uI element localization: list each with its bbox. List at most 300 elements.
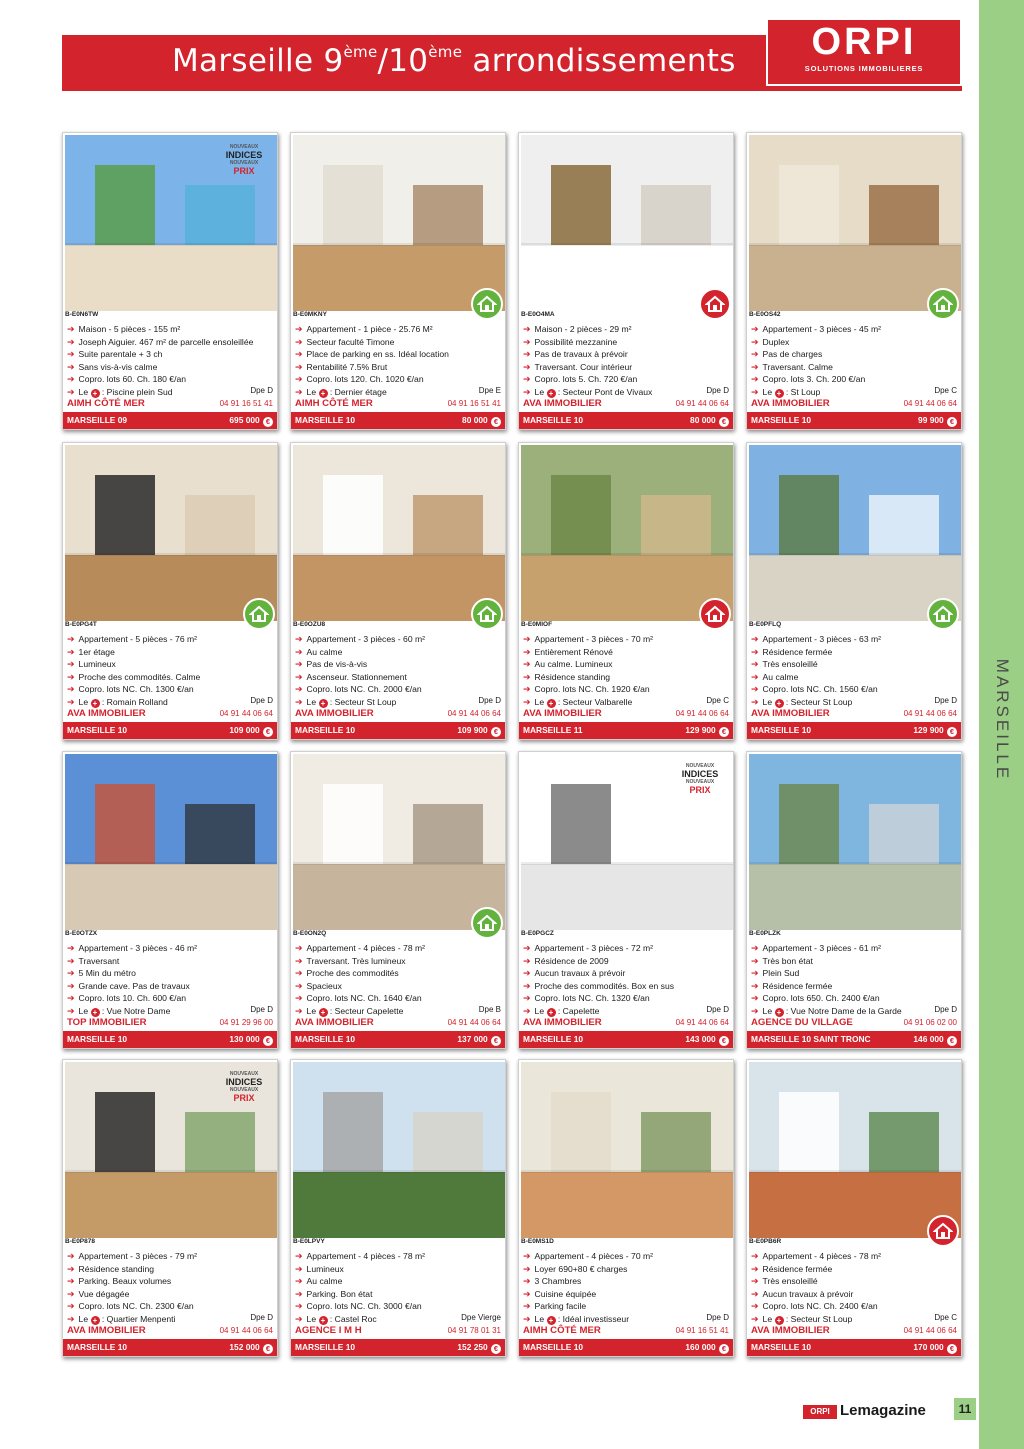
listing-card[interactable] <box>62 132 278 430</box>
euro-icon: € <box>719 417 729 427</box>
feature-list <box>295 942 503 1018</box>
arrow-icon: ➔ <box>523 1301 531 1312</box>
feature-item: ➔ Copro. lots NC. Ch. 2400 €/an <box>751 1301 878 1312</box>
feature-item: ➔ Lumineux <box>295 1263 344 1274</box>
city-label: MARSEILLE 09 <box>67 415 128 425</box>
listing-card[interactable] <box>746 1059 962 1357</box>
dpe-label: Dpe C <box>934 1313 957 1322</box>
city-label: MARSEILLE 10 <box>295 1342 356 1352</box>
feature-list <box>751 942 959 1018</box>
dpe-label: Dpe D <box>250 1005 273 1014</box>
plus-icon: + <box>319 1316 328 1325</box>
arrow-icon: ➔ <box>295 634 303 644</box>
arrow-icon: ➔ <box>751 1251 759 1261</box>
listing-card[interactable] <box>746 442 962 740</box>
feature-item: ➔ Copro. lots 10. Ch. 600 €/an <box>67 993 187 1004</box>
agency-name[interactable]: AVA IMMOBILIER <box>295 1017 374 1028</box>
feature-item: ➔ Résidence fermée <box>751 980 833 991</box>
agency-name[interactable]: AVA IMMOBILIER <box>523 1017 602 1028</box>
arrow-icon: ➔ <box>751 374 759 385</box>
feature-item: ➔ Place de parking en ss. Idéal location <box>295 349 449 360</box>
dpe-label: Dpe B <box>478 1005 501 1014</box>
arrow-icon: ➔ <box>67 1276 75 1287</box>
listing-card[interactable] <box>518 751 734 1049</box>
feature-list <box>523 1250 731 1326</box>
dpe-label: Dpe D <box>934 696 957 705</box>
arrow-icon: ➔ <box>751 646 759 657</box>
price-bar <box>291 722 505 739</box>
arrow-icon: ➔ <box>295 955 303 966</box>
arrow-icon: ➔ <box>67 671 75 682</box>
agency-name[interactable]: AIMH CÔTÉ MER <box>295 398 373 409</box>
arrow-icon: ➔ <box>523 1251 531 1261</box>
arrow-icon: ➔ <box>295 324 303 334</box>
euro-icon: € <box>491 727 501 737</box>
dpe-label: Dpe D <box>706 1313 729 1322</box>
listing-card[interactable] <box>62 442 278 740</box>
price-label: 80 000 € <box>690 415 729 427</box>
arrow-icon: ➔ <box>67 943 75 953</box>
listing-card[interactable] <box>518 442 734 740</box>
feature-item: ➔ Appartement - 3 pièces - 79 m² <box>67 1251 198 1261</box>
price-bar <box>63 722 277 739</box>
agency-phone[interactable]: 04 91 06 02 00 <box>903 1018 957 1027</box>
arrow-icon: ➔ <box>523 993 531 1004</box>
feature-highlight: ➔ Le + : Capelette <box>523 1005 600 1017</box>
feature-highlight: ➔ Le + : Vue Notre Dame de la Garde <box>751 1005 902 1017</box>
price-bar <box>519 722 733 739</box>
euro-icon: € <box>491 417 501 427</box>
arrow-icon: ➔ <box>523 386 531 397</box>
arrow-icon: ➔ <box>67 634 75 644</box>
arrow-icon: ➔ <box>67 659 75 670</box>
agency-name[interactable]: AGENCE I M H <box>295 1325 362 1336</box>
price-label: 160 000 € <box>685 1342 729 1354</box>
listing-card[interactable] <box>62 1059 278 1357</box>
feature-item: ➔ Joseph Aiguier. 467 m² de parcelle ensoleillée <box>67 336 254 347</box>
price-bar <box>519 1339 733 1356</box>
arrow-icon: ➔ <box>67 993 75 1004</box>
arrow-icon: ➔ <box>751 386 759 397</box>
feature-highlight: ➔ Le + : Romain Rolland <box>67 696 168 708</box>
feature-item: ➔ Parking. Beaux volumes <box>67 1276 172 1287</box>
arrow-icon: ➔ <box>751 1005 759 1016</box>
city-label: MARSEILLE 11 <box>523 725 583 735</box>
arrow-icon: ➔ <box>751 1276 759 1287</box>
arrow-icon: ➔ <box>295 1276 303 1287</box>
agency-name[interactable]: AVA IMMOBILIER <box>67 708 146 719</box>
feature-item: ➔ Copro. lots NC. Ch. 3000 €/an <box>295 1301 422 1312</box>
feature-item: ➔ Copro. lots 60. Ch. 180 €/an <box>67 374 187 385</box>
feature-item: ➔ Copro. lots NC. Ch. 1560 €/an <box>751 684 878 695</box>
feature-item: ➔ Résidence fermée <box>751 1263 833 1274</box>
house-icon <box>927 288 959 320</box>
agency-phone[interactable]: 04 91 44 06 64 <box>447 709 501 718</box>
listing-ref: B-E0OZU8 <box>293 621 326 628</box>
arrow-icon: ➔ <box>751 1313 759 1324</box>
new-prices-badge: NOUVEAUX INDICES NOUVEAUX PRIX <box>681 763 719 795</box>
footer-orpi-logo: ORPI <box>803 1405 837 1419</box>
feature-item: ➔ Traversant. Calme <box>751 361 833 372</box>
plus-icon: + <box>547 1316 556 1325</box>
price-label: 137 000 € <box>457 1034 501 1046</box>
arrow-icon: ➔ <box>523 1288 531 1299</box>
agency-phone[interactable]: 04 91 44 06 64 <box>447 1018 501 1027</box>
plus-icon: + <box>775 1316 784 1325</box>
feature-list <box>295 323 503 399</box>
price-bar <box>63 412 277 429</box>
feature-item: ➔ Copro. lots 5. Ch. 720 €/an <box>523 374 638 385</box>
feature-item: ➔ Parking. Bon état <box>295 1288 373 1299</box>
feature-item: ➔ 1er étage <box>67 646 115 657</box>
price-label: 129 900 € <box>685 725 729 737</box>
listing-ref: B-E0N6TW <box>65 311 99 318</box>
plus-icon: + <box>547 389 556 398</box>
feature-item: ➔ Aucun travaux à prévoir <box>523 968 626 979</box>
agency-phone[interactable]: 04 91 44 06 64 <box>903 709 957 718</box>
agency-phone[interactable]: 04 91 78 01 31 <box>447 1326 501 1335</box>
agency-name[interactable]: AVA IMMOBILIER <box>751 398 830 409</box>
listing-card[interactable] <box>518 1059 734 1357</box>
arrow-icon: ➔ <box>523 1313 531 1324</box>
agency-phone[interactable]: 04 91 29 96 00 <box>219 1018 273 1027</box>
property-photo[interactable] <box>749 1062 961 1238</box>
feature-item: ➔ Appartement - 4 pièces - 78 m² <box>295 1251 426 1261</box>
agency-phone[interactable]: 04 91 16 51 41 <box>675 1326 729 1335</box>
city-label: MARSEILLE 10 <box>67 1034 128 1044</box>
price-bar <box>63 1031 277 1048</box>
city-label: MARSEILLE 10 <box>523 1342 584 1352</box>
arrow-icon: ➔ <box>295 684 303 695</box>
arrow-icon: ➔ <box>523 696 531 707</box>
arrow-icon: ➔ <box>523 980 531 991</box>
feature-item: ➔ Appartement - 4 pièces - 78 m² <box>751 1251 882 1261</box>
arrow-icon: ➔ <box>295 349 303 360</box>
plus-icon: + <box>91 699 100 708</box>
price-label: 152 000 € <box>229 1342 273 1354</box>
arrow-icon: ➔ <box>67 1263 75 1274</box>
feature-item: ➔ Copro. lots NC. Ch. 1920 €/an <box>523 684 650 695</box>
feature-item: ➔ Traversant <box>67 955 120 966</box>
arrow-icon: ➔ <box>523 374 531 385</box>
city-label: MARSEILLE 10 <box>295 725 356 735</box>
feature-item: ➔ Pas de vis-à-vis <box>295 659 368 670</box>
agency-name[interactable]: AVA IMMOBILIER <box>523 708 602 719</box>
feature-highlight: ➔ Le + : Dernier étage <box>295 386 387 398</box>
arrow-icon: ➔ <box>67 1301 75 1312</box>
feature-item: ➔ Aucun travaux à prévoir <box>751 1288 854 1299</box>
house-icon <box>699 598 731 630</box>
feature-item: ➔ Rentabilité 7.5% Brut <box>295 361 388 372</box>
price-label: 143 000 € <box>685 1034 729 1046</box>
side-label: MARSEILLE <box>993 658 1012 782</box>
arrow-icon: ➔ <box>295 659 303 670</box>
arrow-icon: ➔ <box>751 634 759 644</box>
euro-icon: € <box>947 1344 957 1354</box>
listing-ref: B-E0OS42 <box>749 311 781 318</box>
euro-icon: € <box>263 417 273 427</box>
property-photo[interactable] <box>521 1062 733 1238</box>
feature-list <box>523 633 731 709</box>
arrow-icon: ➔ <box>67 955 75 966</box>
dpe-label: Dpe D <box>706 1005 729 1014</box>
listing-ref: B-E0MS1D <box>521 1238 554 1245</box>
feature-highlight: ➔ Le + : Secteur Capelette <box>295 1005 404 1017</box>
feature-list <box>751 633 959 709</box>
arrow-icon: ➔ <box>751 1288 759 1299</box>
price-label: 130 000 € <box>229 1034 273 1046</box>
city-label: MARSEILLE 10 <box>67 1342 128 1352</box>
dpe-label: Dpe D <box>250 386 273 395</box>
page-title: Marseille 9ème/10ème arrondissements <box>172 43 736 79</box>
feature-item: ➔ Résidence fermée <box>751 646 833 657</box>
plus-icon: + <box>775 699 784 708</box>
price-bar <box>747 1339 961 1356</box>
arrow-icon: ➔ <box>295 361 303 372</box>
arrow-icon: ➔ <box>67 349 75 360</box>
feature-item: ➔ Très bon état <box>751 955 813 966</box>
agency-phone[interactable]: 04 91 16 51 41 <box>447 399 501 408</box>
listing-card[interactable] <box>746 132 962 430</box>
city-label: MARSEILLE 10 <box>295 415 356 425</box>
feature-item: ➔ Pas de travaux à prévoir <box>523 349 628 360</box>
property-photo[interactable] <box>293 1062 505 1238</box>
feature-item: ➔ Proche des commodités <box>295 968 399 979</box>
arrow-icon: ➔ <box>295 336 303 347</box>
feature-list <box>523 323 731 399</box>
agency-name[interactable]: AIMH CÔTÉ MER <box>523 1325 601 1336</box>
arrow-icon: ➔ <box>523 955 531 966</box>
plus-icon: + <box>319 699 328 708</box>
feature-item: ➔ Proche des commodités. Calme <box>67 671 201 682</box>
house-icon <box>243 598 275 630</box>
property-photo[interactable] <box>293 135 505 311</box>
property-photo[interactable] <box>293 754 505 930</box>
agency-name[interactable]: AVA IMMOBILIER <box>523 398 602 409</box>
agency-name[interactable]: AIMH CÔTÉ MER <box>67 398 145 409</box>
price-label: 109 000 € <box>229 725 273 737</box>
feature-item: ➔ Pas de charges <box>751 349 823 360</box>
house-icon <box>699 288 731 320</box>
feature-item: ➔ Appartement - 4 pièces - 70 m² <box>523 1251 654 1261</box>
arrow-icon: ➔ <box>751 361 759 372</box>
agency-phone[interactable]: 04 91 44 06 64 <box>675 1018 729 1027</box>
arrow-icon: ➔ <box>67 386 75 397</box>
price-label: 129 900 € <box>913 725 957 737</box>
arrow-icon: ➔ <box>67 1313 75 1324</box>
feature-item: ➔ Appartement - 3 pièces - 45 m² <box>751 324 882 334</box>
agency-phone[interactable]: 04 91 44 06 64 <box>219 709 273 718</box>
listing-ref: B-E0P878 <box>65 1238 95 1245</box>
city-label: MARSEILLE 10 <box>751 725 812 735</box>
price-bar <box>291 1339 505 1356</box>
feature-item: ➔ Vue dégagée <box>67 1288 130 1299</box>
feature-item: ➔ Copro. lots 120. Ch. 1020 €/an <box>295 374 424 385</box>
property-photo[interactable] <box>65 754 277 930</box>
listing-ref: B-E0MKNY <box>293 311 327 318</box>
euro-icon: € <box>947 417 957 427</box>
house-icon <box>471 598 503 630</box>
arrow-icon: ➔ <box>295 1313 303 1324</box>
plus-icon: + <box>91 389 100 398</box>
page-number: 11 <box>954 1398 976 1420</box>
agency-name[interactable]: AVA IMMOBILIER <box>751 1325 830 1336</box>
city-label: MARSEILLE 10 <box>295 1034 356 1044</box>
property-photo[interactable] <box>749 135 961 311</box>
euro-icon: € <box>263 727 273 737</box>
agency-name[interactable]: AVA IMMOBILIER <box>295 708 374 719</box>
agency-name[interactable]: AVA IMMOBILIER <box>67 1325 146 1336</box>
agency-name[interactable]: TOP IMMOBILIER <box>67 1017 147 1028</box>
arrow-icon: ➔ <box>751 684 759 695</box>
feature-list <box>751 323 959 399</box>
dpe-label: Dpe Vierge <box>461 1313 501 1322</box>
feature-item: ➔ Appartement - 3 pièces - 63 m² <box>751 634 882 644</box>
arrow-icon: ➔ <box>295 1005 303 1016</box>
agency-phone[interactable]: 04 91 16 51 41 <box>219 399 273 408</box>
agency-name[interactable]: AGENCE DU VILLAGE <box>751 1017 853 1028</box>
property-photo[interactable] <box>749 754 961 930</box>
feature-list <box>295 633 503 709</box>
listing-ref: B-E0O4MA <box>521 311 555 318</box>
city-label: MARSEILLE 10 <box>751 415 812 425</box>
price-label: 80 000 € <box>462 415 501 427</box>
arrow-icon: ➔ <box>523 324 531 334</box>
property-photo[interactable] <box>521 445 733 621</box>
listing-card[interactable] <box>62 751 278 1049</box>
agency-name[interactable]: AVA IMMOBILIER <box>751 708 830 719</box>
listing-card[interactable] <box>290 442 506 740</box>
euro-icon: € <box>719 1344 729 1354</box>
feature-item: ➔ Parking facile <box>523 1301 587 1312</box>
arrow-icon: ➔ <box>751 659 759 670</box>
price-label: 695 000 € <box>229 415 273 427</box>
feature-item: ➔ Très ensoleillé <box>751 659 818 670</box>
feature-item: ➔ Maison - 5 pièces - 155 m² <box>67 324 181 334</box>
property-photo[interactable] <box>65 445 277 621</box>
agency-phone[interactable]: 04 91 44 06 64 <box>675 709 729 718</box>
agency-phone[interactable]: 04 91 44 06 64 <box>219 1326 273 1335</box>
arrow-icon: ➔ <box>67 684 75 695</box>
price-bar <box>63 1339 277 1356</box>
feature-item: ➔ Résidence standing <box>67 1263 155 1274</box>
dpe-label: Dpe D <box>706 386 729 395</box>
feature-highlight: ➔ Le + : Piscine plein Sud <box>67 386 173 398</box>
feature-item: ➔ 5 Min du métro <box>67 968 136 979</box>
city-label: MARSEILLE 10 <box>523 1034 584 1044</box>
agency-phone[interactable]: 04 91 44 06 64 <box>903 1326 957 1335</box>
feature-item: ➔ Entièrement Rénové <box>523 646 613 657</box>
arrow-icon: ➔ <box>751 1301 759 1312</box>
feature-item: ➔ Appartement - 3 pièces - 72 m² <box>523 943 654 953</box>
arrow-icon: ➔ <box>67 968 75 979</box>
magazine-name: Lemagazine <box>840 1402 926 1419</box>
feature-item: ➔ Possibilité mezzanine <box>523 336 618 347</box>
feature-item: ➔ Grande cave. Pas de travaux <box>67 980 190 991</box>
house-icon <box>927 598 959 630</box>
arrow-icon: ➔ <box>67 696 75 707</box>
arrow-icon: ➔ <box>67 324 75 334</box>
feature-item: ➔ Copro. lots NC. Ch. 2000 €/an <box>295 684 422 695</box>
arrow-icon: ➔ <box>67 1251 75 1261</box>
arrow-icon: ➔ <box>751 943 759 953</box>
dpe-label: Dpe E <box>478 386 501 395</box>
listing-ref: B-E0PFLQ <box>749 621 782 628</box>
feature-list <box>67 942 275 1018</box>
feature-item: ➔ Traversant. Très lumineux <box>295 955 406 966</box>
house-icon <box>927 1215 959 1247</box>
euro-icon: € <box>719 727 729 737</box>
feature-item: ➔ Proche des commodités. Box en sus <box>523 980 675 991</box>
arrow-icon: ➔ <box>295 1288 303 1299</box>
feature-highlight: ➔ Le + : Vue Notre Dame <box>67 1005 171 1017</box>
property-photo[interactable] <box>749 445 961 621</box>
dpe-label: Dpe D <box>934 1005 957 1014</box>
arrow-icon: ➔ <box>523 634 531 644</box>
feature-item: ➔ Maison - 2 pièces - 29 m² <box>523 324 632 334</box>
feature-item: ➔ Copro. lots 3. Ch. 200 €/an <box>751 374 866 385</box>
city-label: MARSEILLE 10 <box>751 1342 812 1352</box>
listing-card[interactable] <box>290 751 506 1049</box>
feature-item: ➔ Plein Sud <box>751 968 800 979</box>
feature-item: ➔ Très ensoleillé <box>751 1276 818 1287</box>
feature-highlight: ➔ Le + : Secteur Pont de Vivaux <box>523 386 653 398</box>
listing-card[interactable] <box>746 751 962 1049</box>
feature-item: ➔ Copro. lots NC. Ch. 1640 €/an <box>295 993 422 1004</box>
price-label: 146 000 € <box>913 1034 957 1046</box>
arrow-icon: ➔ <box>523 1276 531 1287</box>
city-label: MARSEILLE 10 <box>523 415 584 425</box>
arrow-icon: ➔ <box>751 980 759 991</box>
price-label: 152 250 € <box>457 1342 501 1354</box>
new-prices-badge: NOUVEAUX INDICES NOUVEAUX PRIX <box>225 1071 263 1103</box>
feature-item: ➔ Au calme <box>295 1276 343 1287</box>
feature-list <box>523 942 731 1018</box>
listing-card[interactable] <box>290 132 506 430</box>
feature-highlight: ➔ Le + : Secteur St Loup <box>751 696 853 708</box>
price-bar <box>747 1031 961 1048</box>
agency-phone[interactable]: 04 91 44 06 64 <box>675 399 729 408</box>
feature-list <box>67 633 275 709</box>
feature-item: ➔ Appartement - 3 pièces - 70 m² <box>523 634 654 644</box>
feature-list <box>751 1250 959 1326</box>
plus-icon: + <box>775 389 784 398</box>
property-photo[interactable] <box>293 445 505 621</box>
listing-card[interactable] <box>290 1059 506 1357</box>
price-bar <box>747 722 961 739</box>
arrow-icon: ➔ <box>523 646 531 657</box>
city-label: MARSEILLE 10 <box>67 725 128 735</box>
euro-icon: € <box>491 1344 501 1354</box>
feature-item: ➔ 3 Chambres <box>523 1276 582 1287</box>
listing-ref: B-E0PGCZ <box>521 930 554 937</box>
feature-list <box>67 323 275 399</box>
feature-item: ➔ Au calme <box>751 671 799 682</box>
listing-card[interactable] <box>518 132 734 430</box>
feature-item: ➔ Copro. lots NC. Ch. 1320 €/an <box>523 993 650 1004</box>
property-photo[interactable] <box>521 135 733 311</box>
listing-ref: B-E0OTZX <box>65 930 98 937</box>
arrow-icon: ➔ <box>295 993 303 1004</box>
arrow-icon: ➔ <box>67 361 75 372</box>
arrow-icon: ➔ <box>751 349 759 360</box>
price-label: 170 000 € <box>913 1342 957 1354</box>
arrow-icon: ➔ <box>295 374 303 385</box>
arrow-icon: ➔ <box>751 1263 759 1274</box>
feature-item: ➔ Copro. lots NC. Ch. 2300 €/an <box>67 1301 194 1312</box>
feature-item: ➔ Appartement - 3 pièces - 46 m² <box>67 943 198 953</box>
agency-phone[interactable]: 04 91 44 06 64 <box>903 399 957 408</box>
